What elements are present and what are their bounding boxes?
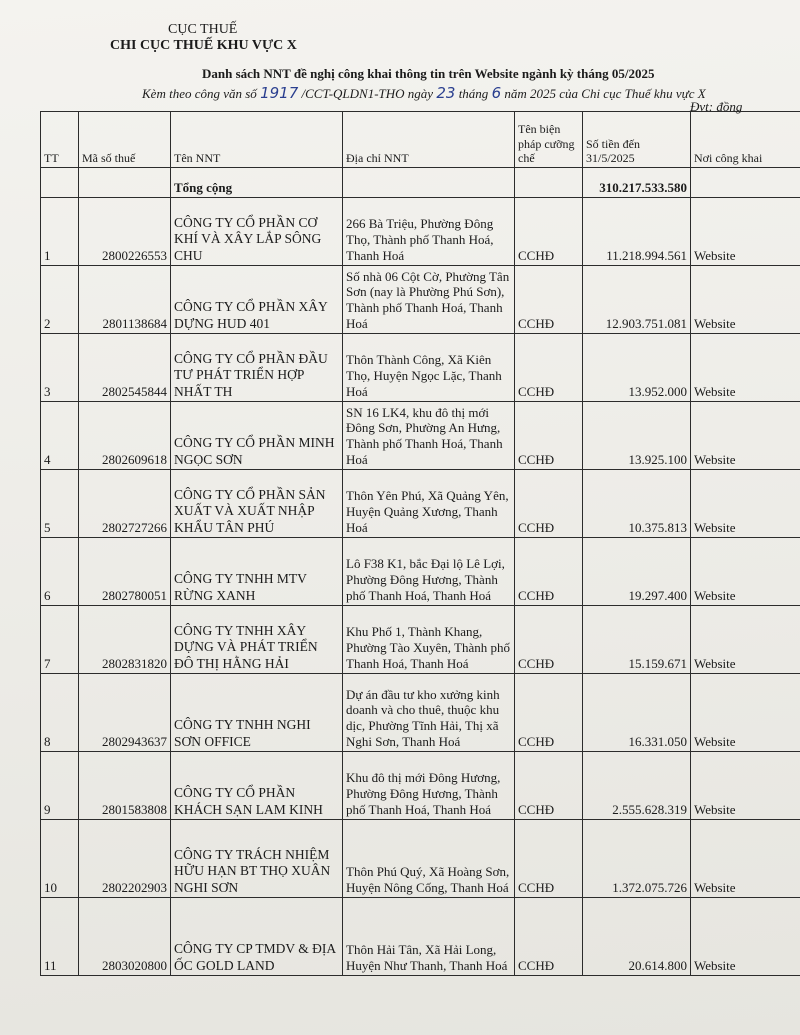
row-publication-place: Website bbox=[691, 402, 800, 470]
row-tt: 9 bbox=[41, 752, 79, 820]
row-amount: 11.218.994.561 bbox=[583, 198, 691, 266]
total-dia-chi bbox=[343, 168, 515, 198]
unit-label: Đvt: đồng bbox=[690, 99, 743, 114]
row-publication-place: Website bbox=[691, 198, 800, 266]
total-row bbox=[41, 168, 800, 198]
row-publication-place: Website bbox=[691, 674, 800, 752]
table-row bbox=[41, 898, 800, 976]
total-amount: 310.217.533.580 bbox=[583, 168, 691, 198]
subtitle-month-label: tháng bbox=[458, 86, 489, 101]
row-tt: 11 bbox=[41, 898, 79, 976]
row-amount: 16.331.050 bbox=[583, 674, 691, 752]
row-taxpayer-name: CÔNG TY TRÁCH NHIỆM HỮU HẠN BT THỌ XUÂN NGHI SƠN bbox=[171, 820, 343, 898]
row-taxpayer-name: CÔNG TY CP TMDV & ĐỊA ỐC GOLD LAND bbox=[171, 898, 343, 976]
row-tax-code: 2802780051 bbox=[79, 538, 171, 606]
row-address: Thôn Hải Tân, Xã Hải Long, Huyện Như Thanh, Thanh Hoá bbox=[343, 898, 515, 976]
row-address: Dự án đầu tư kho xưởng kinh doanh và cho thuê, thuộc khu dịc, Phường Tĩnh Hải, Thị xã Nghi Sơn, Thanh Hoá bbox=[343, 674, 515, 752]
row-enforcement-measure: CCHĐ bbox=[515, 820, 583, 898]
row-tt: 6 bbox=[41, 538, 79, 606]
row-tax-code: 2802727266 bbox=[79, 470, 171, 538]
row-enforcement-measure: CCHĐ bbox=[515, 198, 583, 266]
row-enforcement-measure: CCHĐ bbox=[515, 606, 583, 674]
col-header-dia-chi: Địa chỉ NNT bbox=[343, 112, 515, 168]
row-enforcement-measure: CCHĐ bbox=[515, 402, 583, 470]
row-tt: 4 bbox=[41, 402, 79, 470]
row-amount: 19.297.400 bbox=[583, 538, 691, 606]
row-tax-code: 2802609618 bbox=[79, 402, 171, 470]
row-taxpayer-name: CÔNG TY CỔ PHẦN KHÁCH SẠN LAM KINH bbox=[171, 752, 343, 820]
row-tt: 10 bbox=[41, 820, 79, 898]
handwritten-day: 23 bbox=[436, 84, 456, 102]
row-address: 266 Bà Triệu, Phường Đông Thọ, Thành phố Thanh Hoá, Thanh Hoá bbox=[343, 198, 515, 266]
row-publication-place: Website bbox=[691, 820, 800, 898]
row-amount: 1.372.075.726 bbox=[583, 820, 691, 898]
table-row bbox=[41, 820, 800, 898]
row-enforcement-measure: CCHĐ bbox=[515, 674, 583, 752]
row-amount: 12.903.751.081 bbox=[583, 266, 691, 334]
table-row bbox=[41, 198, 800, 266]
row-address: Thôn Thành Công, Xã Kiên Thọ, Huyện Ngọc Lặc, Thanh Hoá bbox=[343, 334, 515, 402]
row-amount: 13.952.000 bbox=[583, 334, 691, 402]
row-tax-code: 2801583808 bbox=[79, 752, 171, 820]
row-tax-code: 2800226553 bbox=[79, 198, 171, 266]
table-row bbox=[41, 402, 800, 470]
row-address: Khu đô thị mới Đông Hương, Phường Đông Hương, Thành phố Thanh Hoá, Thanh Hoá bbox=[343, 752, 515, 820]
col-header-ten: Tên NNT bbox=[171, 112, 343, 168]
col-header-tt: TT bbox=[41, 112, 79, 168]
row-taxpayer-name: CÔNG TY TNHH NGHI SƠN OFFICE bbox=[171, 674, 343, 752]
row-tt: 7 bbox=[41, 606, 79, 674]
row-tt: 8 bbox=[41, 674, 79, 752]
row-publication-place: Website bbox=[691, 606, 800, 674]
row-amount: 13.925.100 bbox=[583, 402, 691, 470]
col-header-bien-phap: Tên biện pháp cưỡng chế bbox=[515, 112, 583, 168]
row-enforcement-measure: CCHĐ bbox=[515, 752, 583, 820]
row-address: Thôn Phú Quý, Xã Hoàng Sơn, Huyện Nông Cống, Thanh Hoá bbox=[343, 820, 515, 898]
col-header-noi-cong-khai: Nơi công khai bbox=[691, 112, 800, 168]
subtitle-prefix: Kèm theo công văn số bbox=[142, 86, 257, 101]
table-row bbox=[41, 752, 800, 820]
row-enforcement-measure: CCHĐ bbox=[515, 898, 583, 976]
taxpayer-table bbox=[40, 111, 800, 976]
row-enforcement-measure: CCHĐ bbox=[515, 538, 583, 606]
handwritten-month: 6 bbox=[491, 84, 502, 102]
row-address: Khu Phố 1, Thành Khang, Phường Tào Xuyên, Thành phố Thanh Hoá, Thanh Hoá bbox=[343, 606, 515, 674]
subtitle-middle: /CCT-QLDN1-THO ngày bbox=[301, 86, 434, 101]
total-mst bbox=[79, 168, 171, 198]
row-taxpayer-name: CÔNG TY TNHH XÂY DỰNG VÀ PHÁT TRIỂN ĐÔ THỊ HẰNG HẢI bbox=[171, 606, 343, 674]
sub-agency-name: CHI CỤC THUẾ KHU VỰC X bbox=[110, 38, 297, 53]
row-tax-code: 2803020800 bbox=[79, 898, 171, 976]
row-taxpayer-name: CÔNG TY CỔ PHẦN MINH NGỌC SƠN bbox=[171, 402, 343, 470]
row-amount: 20.614.800 bbox=[583, 898, 691, 976]
table-row bbox=[41, 266, 800, 334]
row-amount: 15.159.671 bbox=[583, 606, 691, 674]
table-row bbox=[41, 334, 800, 402]
row-tt: 3 bbox=[41, 334, 79, 402]
row-tax-code: 2802943637 bbox=[79, 674, 171, 752]
row-publication-place: Website bbox=[691, 470, 800, 538]
row-enforcement-measure: CCHĐ bbox=[515, 266, 583, 334]
row-tax-code: 2802831820 bbox=[79, 606, 171, 674]
row-amount: 2.555.628.319 bbox=[583, 752, 691, 820]
agency-name: CỤC THUẾ bbox=[168, 22, 238, 37]
row-publication-place: Website bbox=[691, 538, 800, 606]
row-tt: 5 bbox=[41, 470, 79, 538]
row-taxpayer-name: CÔNG TY TNHH MTV RỪNG XANH bbox=[171, 538, 343, 606]
row-amount: 10.375.813 bbox=[583, 470, 691, 538]
row-address: Số nhà 06 Cột Cờ, Phường Tân Sơn (nay là Phường Phú Sơn), Thành phố Thanh Hoá, Thanh Hoá bbox=[343, 266, 515, 334]
total-label: Tổng cộng bbox=[171, 168, 343, 198]
table-body bbox=[41, 198, 800, 976]
document-title: Danh sách NNT đề nghị công khai thông tin trên Website ngành kỳ tháng 05/2025 bbox=[202, 66, 655, 81]
total-noi bbox=[691, 168, 800, 198]
row-tax-code: 2802202903 bbox=[79, 820, 171, 898]
row-taxpayer-name: CÔNG TY CỔ PHẦN ĐẦU TƯ PHÁT TRIỂN HỢP NHẤT TH bbox=[171, 334, 343, 402]
row-tax-code: 2802545844 bbox=[79, 334, 171, 402]
row-taxpayer-name: CÔNG TY CỔ PHẦN XÂY DỰNG HUD 401 bbox=[171, 266, 343, 334]
row-tt: 1 bbox=[41, 198, 79, 266]
table-header-row bbox=[41, 112, 800, 168]
table-row bbox=[41, 470, 800, 538]
total-bien-phap bbox=[515, 168, 583, 198]
document-subtitle bbox=[142, 84, 706, 102]
handwritten-doc-number: 1917 bbox=[260, 84, 299, 102]
col-header-so-tien: Số tiền đến 31/5/2025 bbox=[583, 112, 691, 168]
row-publication-place: Website bbox=[691, 752, 800, 820]
subtitle-suffix: năm 2025 của Chi cục Thuế khu vực X bbox=[504, 86, 706, 101]
total-tt bbox=[41, 168, 79, 198]
row-enforcement-measure: CCHĐ bbox=[515, 470, 583, 538]
row-publication-place: Website bbox=[691, 334, 800, 402]
table-row bbox=[41, 674, 800, 752]
row-publication-place: Website bbox=[691, 898, 800, 976]
row-enforcement-measure: CCHĐ bbox=[515, 334, 583, 402]
row-tt: 2 bbox=[41, 266, 79, 334]
row-address: Lô F38 K1, bắc Đại lộ Lê Lợi, Phường Đông Hương, Thành phố Thanh Hoá, Thanh Hoá bbox=[343, 538, 515, 606]
row-tax-code: 2801138684 bbox=[79, 266, 171, 334]
row-taxpayer-name: CÔNG TY CỔ PHẦN CƠ KHÍ VÀ XÂY LẮP SÔNG CHU bbox=[171, 198, 343, 266]
col-header-mst: Mã số thuế bbox=[79, 112, 171, 168]
row-publication-place: Website bbox=[691, 266, 800, 334]
table-row bbox=[41, 606, 800, 674]
row-address: SN 16 LK4, khu đô thị mới Đông Sơn, Phường An Hưng, Thành phố Thanh Hoá, Thanh Hoá bbox=[343, 402, 515, 470]
row-address: Thôn Yên Phú, Xã Quảng Yên, Huyện Quảng Xương, Thanh Hoá bbox=[343, 470, 515, 538]
row-taxpayer-name: CÔNG TY CỔ PHẦN SẢN XUẤT VÀ XUẤT NHẬP KHẨU TÂN PHÚ bbox=[171, 470, 343, 538]
table-row bbox=[41, 538, 800, 606]
